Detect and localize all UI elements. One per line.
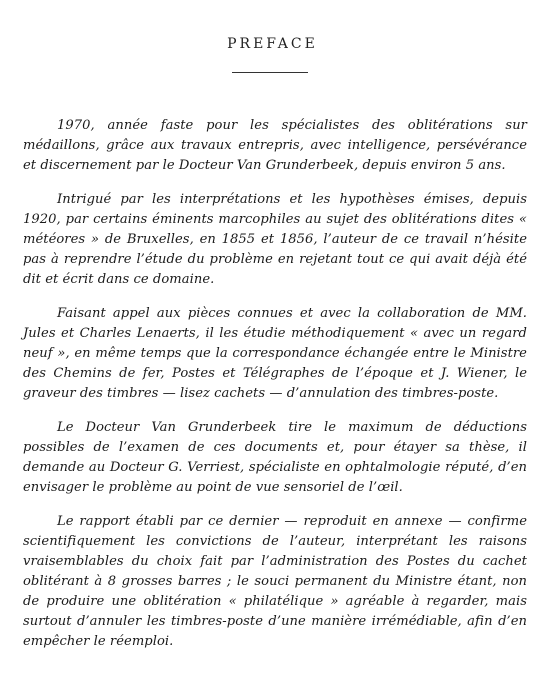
paragraph-4: Le Docteur Van Grunderbeek tire le maximum de déductions possibles de l’examen de ces documents et, pour étayer sa thèse, il demande au Docteur G. Verriest, spécialiste en ophtalmologie réputé, d’en envisager le problème au point de vue sensoriel de l’œil. <box>23 420 527 495</box>
preface-body <box>23 116 527 652</box>
paragraph-2: Intrigué par les interprétations et les hypothèses émises, depuis 1920, par certains éminents marcophiles au sujet des oblitérations dites « météores » de Bruxelles, en 1855 et 1856, l’auteur de ce travail n’hésite pas à reprendre l’étude du problème en rejetant tout ce qui avait déjà été dit et écrit dans ce domaine. <box>23 192 527 287</box>
paragraph-3: Faisant appel aux pièces connues et avec la collaboration de MM. Jules et Charles Lenaerts, il les étudie méthodiquement « avec un regard neuf », en même temps que la correspondance échangée entre le Ministre des Chemins de fer, Postes et Télégraphes de l’époque et J. Wiener, le graveur des timbres — lisez cachets — d’annulation des timbres-poste. <box>23 306 527 401</box>
page-title: PREFACE <box>227 36 318 52</box>
title-divider <box>232 72 308 73</box>
paragraph-1: 1970, année faste pour les spécialistes des oblitérations sur médaillons, grâce aux travaux entrepris, avec intelligence, persévérance et discernement par le Docteur Van Grunderbeek, depuis environ 5 ans. <box>23 118 527 173</box>
paragraph-5: Le rapport établi par ce dernier — reproduit en annexe — confirme scientifiquement les convictions de l’auteur, interprétant les raisons vraisemblables du choix fait par l’administration des Postes du cachet oblitérant à 8 grosses barres ; le souci permanent du Ministre étant, non de produire une oblitération « philatélique » agréable à regarder, mais surtout d’annuler les timbres-poste d’une manière irrémédiable, afin d’en empêcher le réemploi. <box>23 514 527 649</box>
